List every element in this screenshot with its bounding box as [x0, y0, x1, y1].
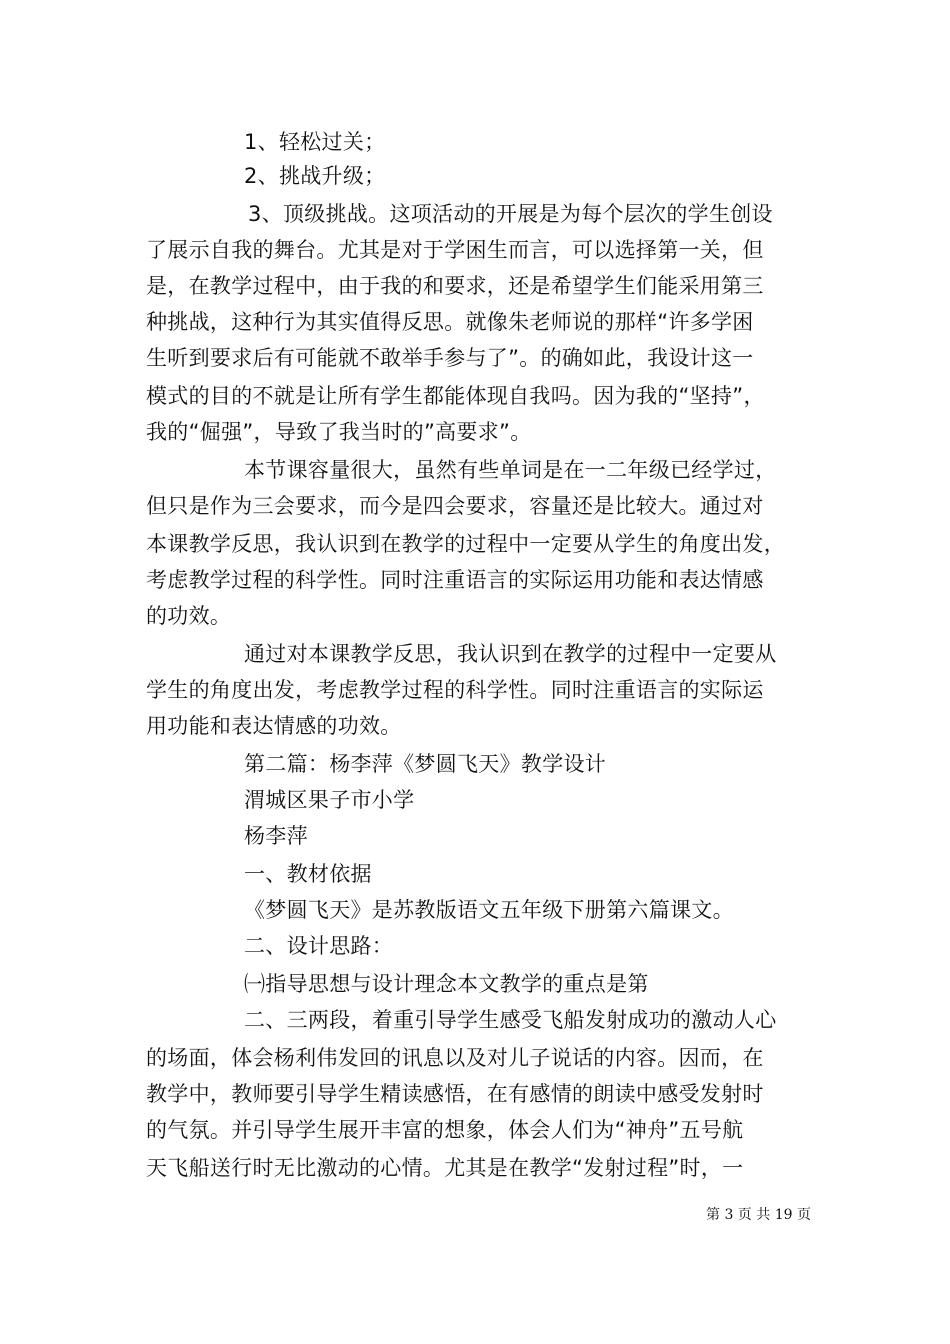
- text-line: 本课教学反思，我认识到在教学的过程中一定要从学生的角度出发，: [146, 532, 785, 556]
- heading-1: 一、教材依据: [244, 862, 372, 886]
- author-name: 杨李萍: [244, 824, 308, 848]
- text-line: 3、顶级挑战。这项活动的开展是为每个层次的学生创设: [248, 202, 773, 226]
- text-line: 模式的目的不就是让所有学生都能体现自我吗。因为我的“坚持”，: [146, 384, 765, 408]
- text-line: 2、挑战升级；: [244, 164, 386, 188]
- text-line: 是，在教学过程中，由于我的和要求，还是希望学生们能采用第三: [146, 274, 764, 298]
- page-number-footer: 第 3 页 共 19 页: [706, 1207, 811, 1223]
- school-name: 渭城区果子市小学: [244, 788, 415, 812]
- heading-2: 二、设计思路：: [244, 934, 394, 958]
- text-line: 1、轻松过关；: [244, 130, 386, 154]
- text-line: 教学中，教师要引导学生精读感悟，在有感情的朗读中感受发射时: [146, 1082, 764, 1106]
- text-line: 通过对本课教学反思，我认识到在教学的过程中一定要从: [244, 642, 777, 666]
- text-line: 用功能和表达情感的功效。: [146, 714, 402, 738]
- text-line: 的场面，体会杨利伟发回的讯息以及对儿子说话的内容。因而，在: [146, 1046, 764, 1070]
- text-line: 本节课容量很大，虽然有些单词是在一二年级已经学过，: [244, 458, 777, 482]
- text-line: 天飞船送行时无比激动的心情。尤其是在教学“发射过程”时，一: [146, 1156, 744, 1180]
- text-line: 《梦圆飞天》是苏教版语文五年级下册第六篇课文。: [244, 898, 734, 922]
- text-line: 我的“倔强”，导致了我当时的”高要求”。: [146, 420, 532, 444]
- text-line: ㈠指导思想与设计理念本文教学的重点是第: [244, 972, 649, 996]
- text-line: 的气氛。并引导学生展开丰富的想象，体会人们为“神舟”五号航: [146, 1118, 744, 1142]
- section-title: 第二篇：杨李萍《梦圆飞天》教学设计: [244, 752, 607, 776]
- text-line: 但只是作为三会要求，而今是四会要求，容量还是比较大。通过对: [146, 494, 764, 518]
- text-line: 考虑教学过程的科学性。同时注重语言的实际运用功能和表达情感: [146, 568, 764, 592]
- text-line: 了展示自我的舞台。尤其是对于学困生而言，可以选择第一关，但: [146, 238, 764, 262]
- text-line: 生听到要求后有可能就不敢举手参与了”。的确如此，我设计这一: [146, 346, 754, 370]
- text-line: 的功效。: [146, 604, 232, 628]
- text-line: 二、三两段，着重引导学生感受飞船发射成功的激动人心: [244, 1008, 777, 1032]
- text-line: 学生的角度出发，考虑教学过程的科学性。同时注重语言的实际运: [146, 678, 764, 702]
- text-line: 种挑战，这种行为其实值得反思。就像朱老师说的那样“许多学困: [146, 310, 754, 334]
